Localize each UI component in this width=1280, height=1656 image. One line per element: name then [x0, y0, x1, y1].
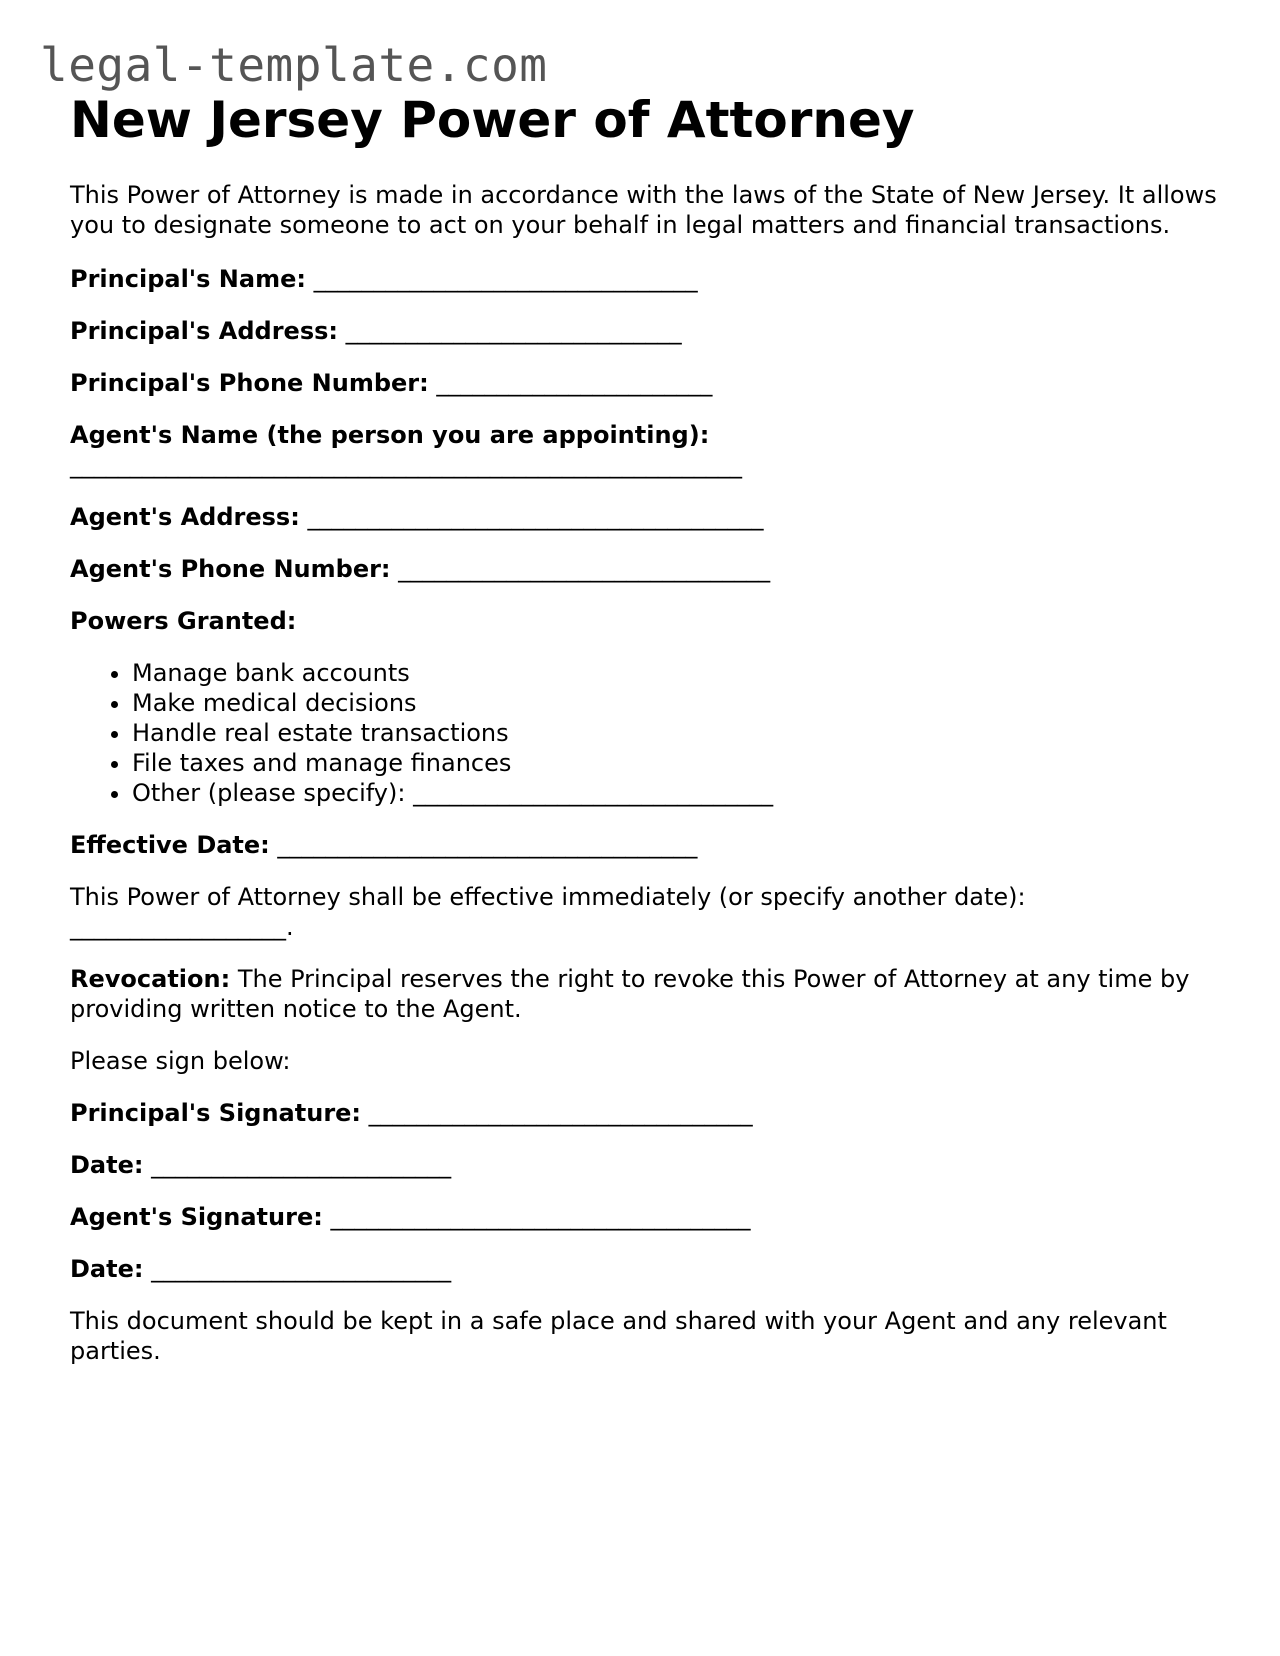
agent-signature-label: Agent's Signature: — [70, 1203, 323, 1231]
closing-paragraph: This document should be kept in a safe place and shared with your Agent and any relevant parties. — [70, 1307, 1167, 1365]
principal-address-field — [70, 316, 1220, 346]
page-title: New Jersey Power of Attorney — [70, 91, 915, 149]
powers-list — [70, 658, 1220, 808]
effective-date-label: Effective Date: — [70, 831, 270, 859]
principal-signature-label: Principal's Signature: — [70, 1099, 362, 1127]
agent-address-label: Agent's Address: — [70, 503, 300, 531]
powers-granted-heading: Powers Granted: — [70, 607, 297, 635]
intro-paragraph: This Power of Attorney is made in accordance with the laws of the State of New Jersey. It allows you to designate someone to act on your behalf in legal matters and financial transactions. — [70, 181, 1217, 239]
watermark: legal-template.com — [40, 38, 548, 92]
agent-date-field — [70, 1254, 1220, 1284]
principal-signature-field — [70, 1098, 1220, 1128]
agent-name-blank[interactable]: ________________________________________________________ — [70, 451, 742, 479]
principal-name-field — [70, 264, 1220, 294]
agent-name-field — [70, 420, 1220, 480]
principal-date-field — [70, 1150, 1220, 1180]
agent-phone-blank[interactable]: _______________________________ — [398, 555, 771, 583]
revocation-paragraph — [70, 964, 1220, 1024]
effective-date-blank[interactable]: ___________________________________ — [277, 831, 698, 859]
list-item: • File taxes and manage finances — [132, 748, 1220, 778]
effective-text: This Power of Attorney shall be effective immediately (or specify another date): __________________. — [70, 883, 1026, 941]
agent-address-field — [70, 502, 1220, 532]
principal-phone-blank[interactable]: _______________________ — [436, 369, 713, 397]
principal-date-blank[interactable]: _________________________ — [151, 1151, 452, 1179]
agent-address-blank[interactable]: ______________________________________ — [307, 503, 764, 531]
principal-date-label: Date: — [70, 1151, 144, 1179]
sign-prompt: Please sign below: — [70, 1047, 291, 1075]
document — [70, 90, 1220, 1366]
principal-address-label: Principal's Address: — [70, 317, 338, 345]
principal-phone-label: Principal's Phone Number: — [70, 369, 429, 397]
agent-phone-field — [70, 554, 1220, 584]
list-item: • Make medical decisions — [132, 688, 1220, 718]
agent-date-blank[interactable]: _________________________ — [151, 1255, 452, 1283]
effective-date-field — [70, 830, 1220, 860]
agent-signature-blank[interactable]: ___________________________________ — [330, 1203, 751, 1231]
revocation-text: The Principal reserves the right to revoke this Power of Attorney at any time by providing written notice to the Agent. — [70, 965, 1190, 1023]
revocation-label: Revocation: — [70, 965, 231, 993]
principal-name-label: Principal's Name: — [70, 265, 306, 293]
principal-name-blank[interactable]: ________________________________ — [313, 265, 698, 293]
agent-date-label: Date: — [70, 1255, 144, 1283]
principal-phone-field — [70, 368, 1220, 398]
list-item: • Manage bank accounts — [132, 658, 1220, 688]
principal-signature-blank[interactable]: ________________________________ — [368, 1099, 753, 1127]
principal-address-blank[interactable]: ____________________________ — [345, 317, 682, 345]
agent-phone-label: Agent's Phone Number: — [70, 555, 391, 583]
list-item: • Other (please specify): ______________________________ — [132, 778, 1220, 808]
list-item: • Handle real estate transactions — [132, 718, 1220, 748]
agent-signature-field — [70, 1202, 1220, 1232]
agent-name-label: Agent's Name (the person you are appointing): — [70, 421, 710, 449]
